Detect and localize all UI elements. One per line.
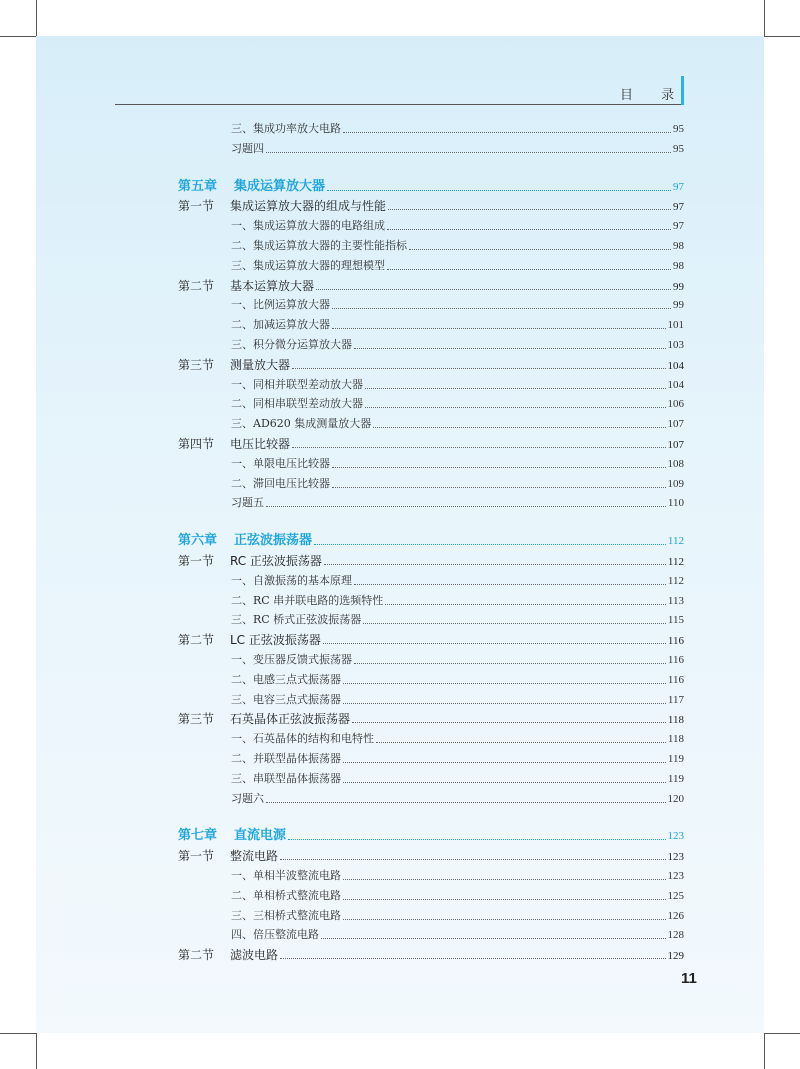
toc-page-number: 108: [667, 457, 684, 470]
toc-entry-label: [231, 496, 264, 510]
toc-leader-dots: [332, 457, 666, 468]
toc-entry-label: [231, 889, 341, 903]
toc-page-number: 126: [667, 909, 684, 922]
toc-page-number: 123: [667, 870, 684, 882]
crop-mark-bottom-right-v: [764, 1033, 765, 1069]
toc-entry-label: [231, 378, 363, 392]
toc-item[interactable]: [231, 869, 684, 883]
toc-leader-dots: [343, 673, 666, 684]
toc-entry-title: 三、三相桥式整流电路: [231, 908, 341, 922]
toc-page-number: 97: [673, 220, 684, 233]
toc-entry-label: [231, 772, 341, 786]
toc-page-number: 103: [667, 339, 684, 351]
toc-section[interactable]: [178, 358, 684, 373]
toc-leader-dots: [266, 142, 671, 153]
toc-chapter[interactable]: [178, 829, 684, 843]
toc-leader-dots: [266, 792, 666, 803]
toc-item[interactable]: [231, 122, 684, 136]
toc-entry-label: [178, 437, 290, 451]
toc-item[interactable]: [231, 752, 684, 766]
toc-leader-dots: [354, 574, 666, 585]
toc-entry-label: [178, 829, 286, 843]
toc-entry-title: 三、集成运算放大器的理想模型: [231, 258, 385, 272]
header-rule: [115, 104, 681, 105]
toc-entry-label: [231, 397, 363, 411]
toc-entry-label: [231, 318, 330, 332]
toc-section[interactable]: [178, 279, 684, 294]
toc-entry-title: 一、石英晶体的结构和电特性: [231, 732, 374, 746]
toc-leader-dots: [373, 417, 665, 428]
toc-entry-label: [178, 849, 278, 863]
toc-entry-label: [231, 732, 374, 746]
toc-page-number: 97: [673, 180, 684, 193]
toc-page-number: 117: [667, 693, 684, 706]
toc-entry-label: [231, 239, 407, 253]
toc-section[interactable]: [178, 199, 684, 214]
toc-item[interactable]: [231, 772, 684, 786]
toc-entry-title: 二、集成运算放大器的主要性能指标: [231, 239, 407, 252]
toc-leader-dots: [343, 752, 666, 763]
toc-leader-dots: [316, 279, 671, 290]
toc-entry-title: 三、积分微分运算放大器: [231, 338, 352, 351]
toc-page-number: 95: [673, 123, 684, 135]
toc-entry-label: [231, 928, 319, 942]
toc-item[interactable]: [231, 219, 684, 233]
toc-leader-dots: [388, 199, 671, 210]
toc-leader-dots: [280, 948, 665, 959]
toc-entry-title: 三、电容三点式振荡器: [231, 692, 341, 706]
toc-entry-label: [231, 122, 341, 136]
toc-leader-dots: [332, 318, 666, 329]
toc-leader-dots: [292, 437, 665, 448]
toc-entry-number: 第一节: [178, 554, 215, 568]
toc-item[interactable]: [231, 142, 684, 156]
toc-entry-label: [178, 358, 290, 372]
toc-leader-dots: [332, 298, 671, 309]
toc-entry-title: 二、单相桥式整流电路: [231, 888, 341, 902]
toc-item[interactable]: [231, 318, 684, 332]
toc-leader-dots: [292, 358, 665, 369]
toc-item[interactable]: [231, 653, 684, 667]
toc-entry-title: 习题四: [231, 141, 264, 155]
toc-entry-title: 直流电源: [234, 828, 287, 844]
toc-page-number: 99: [673, 280, 684, 293]
toc-leader-dots: [385, 594, 666, 605]
toc-entry-title: LC 正弦波振荡器: [230, 633, 321, 648]
toc-leader-dots: [387, 259, 671, 270]
toc-entry-label: [231, 594, 383, 608]
crop-mark-bottom-left-h: [0, 1033, 36, 1034]
toc-page-number: 107: [667, 439, 684, 451]
toc-leader-dots: [343, 889, 666, 900]
toc-entry-title: 一、变压器反馈式振荡器: [231, 653, 352, 666]
toc-entry-title: 习题五: [231, 496, 264, 510]
crop-mark-top-right-v: [764, 0, 765, 36]
toc-item[interactable]: [231, 298, 684, 312]
toc-page-number: 119: [667, 772, 684, 785]
toc-entry-title: 集成运算放大器的组成与性能: [230, 199, 387, 214]
toc-entry-title: 整流电路: [230, 849, 279, 864]
toc-entry-title: 石英晶体正弦波振荡器: [230, 712, 351, 727]
toc-entry-label: [231, 142, 264, 156]
toc-entry-title: 三、AD620 集成测量放大器: [231, 417, 372, 431]
toc-page-number: 101: [667, 319, 684, 332]
toc-entry-title: 电压比较器: [230, 437, 291, 451]
toc-leader-dots: [363, 613, 666, 624]
toc-page-number: 116: [667, 635, 684, 648]
toc-leader-dots: [343, 693, 666, 704]
toc-page-number: 125: [667, 889, 684, 902]
toc-leader-dots: [288, 829, 665, 840]
toc-leader-dots: [343, 909, 666, 920]
toc-section[interactable]: [178, 554, 684, 569]
toc-item[interactable]: [231, 457, 684, 471]
toc-leader-dots: [365, 378, 666, 389]
toc-page-number: 104: [667, 359, 684, 372]
toc-entry-label: [231, 693, 341, 707]
toc-entry-label: [231, 574, 352, 588]
toc-entry-title: 二、RC 串并联电路的选频特性: [231, 593, 384, 607]
toc-item[interactable]: [231, 673, 684, 687]
toc-page-number: 109: [667, 477, 684, 490]
crop-mark-bottom-right-h: [764, 1033, 800, 1034]
toc-page-number: 106: [667, 398, 684, 411]
toc-entry-number: 第一节: [178, 199, 215, 214]
toc-leader-dots: [343, 122, 671, 133]
toc-leader-dots: [327, 180, 671, 191]
toc-entry-title: 一、比例运算放大器: [231, 298, 330, 312]
toc-entry-title: 滤波电路: [230, 948, 279, 963]
toc-item[interactable]: [231, 594, 684, 608]
toc-leader-dots: [332, 477, 666, 488]
toc-page-number: 99: [673, 299, 684, 312]
toc-leader-dots: [324, 554, 666, 565]
toc-page-number: 112: [667, 556, 684, 568]
toc-entry-title: 正弦波振荡器: [234, 533, 313, 549]
toc-entry-label: [231, 298, 330, 312]
crop-mark-top-right-h: [764, 36, 800, 37]
toc-entry-label: [231, 417, 371, 431]
toc-leader-dots: [321, 928, 666, 939]
toc-item[interactable]: [231, 732, 684, 746]
toc-entry-label: [231, 792, 264, 806]
toc-leader-dots: [365, 397, 666, 408]
header-title: 目 录: [620, 88, 687, 103]
toc-item[interactable]: [231, 397, 684, 411]
toc-section[interactable]: [178, 437, 684, 452]
toc-item[interactable]: [231, 417, 684, 431]
toc-page-number: 116: [667, 654, 684, 666]
toc-entry-label: [231, 752, 341, 766]
toc-leader-dots: [343, 869, 666, 880]
toc-leader-dots: [314, 534, 666, 545]
toc-entry-label: [178, 180, 325, 194]
toc-entry-title: 基本运算放大器: [230, 278, 315, 293]
toc-entry-label: [178, 199, 386, 213]
crop-mark-top-left-v: [36, 0, 37, 36]
toc-leader-dots: [409, 239, 671, 250]
toc-entry-number: 第四节: [178, 437, 215, 451]
toc-entry-title: 测量放大器: [230, 357, 291, 372]
toc-leader-dots: [354, 338, 666, 349]
toc-entry-label: [178, 633, 321, 647]
toc-page-number: 123: [667, 830, 684, 843]
toc-entry-title: 一、同相并联型差动放大器: [231, 377, 363, 391]
toc-entry-label: [178, 279, 314, 293]
toc-leader-dots: [266, 496, 666, 507]
page-number: 11: [681, 970, 697, 987]
toc-entry-label: [231, 869, 341, 883]
toc-item[interactable]: [231, 378, 684, 392]
toc-page-number: 129: [667, 950, 684, 963]
toc-leader-dots: [387, 219, 671, 230]
toc-page-number: 104: [667, 378, 684, 391]
toc-entry-label: [178, 554, 322, 568]
toc-leader-dots: [352, 712, 666, 723]
toc-item[interactable]: [231, 477, 684, 491]
toc-chapter[interactable]: [178, 534, 684, 548]
toc-page-number: 98: [673, 259, 684, 272]
toc-item[interactable]: [231, 909, 684, 923]
toc-page-number: 123: [667, 851, 684, 864]
toc-item[interactable]: [231, 239, 684, 253]
toc-item[interactable]: [231, 792, 684, 806]
toc-item[interactable]: [231, 889, 684, 903]
toc-entry-label: [178, 948, 278, 962]
toc-section[interactable]: [178, 712, 684, 727]
toc-entry-title: 一、单限电压比较器: [231, 456, 330, 470]
toc-item[interactable]: [231, 693, 684, 707]
toc-page-number: 97: [673, 201, 684, 214]
toc-entry-label: [231, 477, 330, 491]
toc-entry-title: 二、滞回电压比较器: [231, 476, 330, 490]
toc-page-number: 98: [673, 240, 684, 252]
toc-entry-title: 四、倍压整流电路: [231, 928, 319, 942]
toc-entry-title: 二、同相串联型差动放大器: [231, 397, 363, 411]
crop-mark-top-left-h: [0, 36, 36, 37]
toc-entry-number: 第二节: [178, 633, 215, 648]
toc-entry-title: 集成运算放大器: [234, 178, 326, 194]
crop-mark-bottom-left-v: [36, 1033, 37, 1069]
toc-page-number: 95: [673, 142, 684, 155]
toc-item[interactable]: [231, 928, 684, 942]
toc-leader-dots: [354, 653, 666, 664]
toc-entry-number: 第三节: [178, 357, 215, 372]
toc-item[interactable]: [231, 613, 684, 627]
toc-page-number: 112: [667, 535, 684, 548]
toc-page-number: 112: [667, 574, 684, 587]
toc-leader-dots: [343, 772, 666, 783]
toc-page-number: 118: [667, 733, 684, 746]
toc-page-number: 115: [667, 614, 684, 627]
toc-entry-number: 第七章: [178, 828, 218, 844]
toc-entry-label: [231, 457, 330, 471]
toc-leader-dots: [323, 633, 666, 644]
toc-section[interactable]: [178, 849, 684, 864]
toc-entry-number: 第三节: [178, 712, 215, 727]
toc-entry-title: 二、加减运算放大器: [231, 318, 330, 332]
toc-page-number: 113: [667, 594, 684, 607]
toc-page-number: 119: [667, 753, 684, 765]
toc-entry-number: 第六章: [178, 533, 218, 549]
toc-section[interactable]: [178, 948, 684, 963]
toc-entry-label: [231, 653, 352, 667]
toc-page-number: 107: [667, 418, 684, 431]
toc-page-number: 128: [667, 929, 684, 942]
toc-entry-number: 第五章: [178, 178, 218, 194]
toc-page-number: 120: [667, 792, 684, 805]
toc-entry-title: RC 正弦波振荡器: [230, 554, 322, 568]
toc-entry-title: 一、单相半波整流电路: [231, 869, 341, 882]
toc-entry-title: 二、电感三点式振荡器: [231, 672, 341, 686]
toc-entry-number: 第二节: [178, 278, 215, 293]
toc-entry-label: [231, 338, 352, 352]
toc-page-number: 116: [667, 673, 684, 686]
toc-item[interactable]: [231, 574, 684, 588]
toc-page-number: 110: [667, 497, 684, 510]
toc-entry-label: [231, 909, 341, 923]
toc-entry-label: [178, 712, 350, 726]
toc-entry-title: 三、集成功率放大电路: [231, 122, 341, 135]
toc-entry-label: [231, 673, 341, 687]
toc-entry-title: 三、RC 桥式正弦波振荡器: [231, 613, 362, 627]
toc-entry-label: [231, 219, 385, 233]
toc-section[interactable]: [178, 633, 684, 648]
toc-entry-label: [231, 259, 385, 273]
toc-entry-title: 一、自激振荡的基本原理: [231, 573, 352, 587]
toc-entry-number: 第二节: [178, 948, 215, 963]
toc-item[interactable]: [231, 259, 684, 273]
toc-leader-dots: [376, 732, 666, 743]
toc-page-number: 118: [667, 714, 684, 727]
toc-entry-title: 二、并联型晶体振荡器: [231, 752, 341, 765]
toc-entry-title: 三、串联型晶体振荡器: [231, 771, 341, 785]
toc-entry-number: 第一节: [178, 849, 215, 864]
toc-item[interactable]: [231, 496, 684, 510]
toc-entry-title: 习题六: [231, 791, 264, 805]
toc-leader-dots: [280, 849, 665, 860]
toc-entry-label: [178, 534, 312, 548]
toc-chapter[interactable]: [178, 180, 684, 194]
toc-entry-label: [231, 613, 361, 627]
toc-entry-title: 一、集成运算放大器的电路组成: [231, 219, 385, 233]
toc-item[interactable]: [231, 338, 684, 352]
